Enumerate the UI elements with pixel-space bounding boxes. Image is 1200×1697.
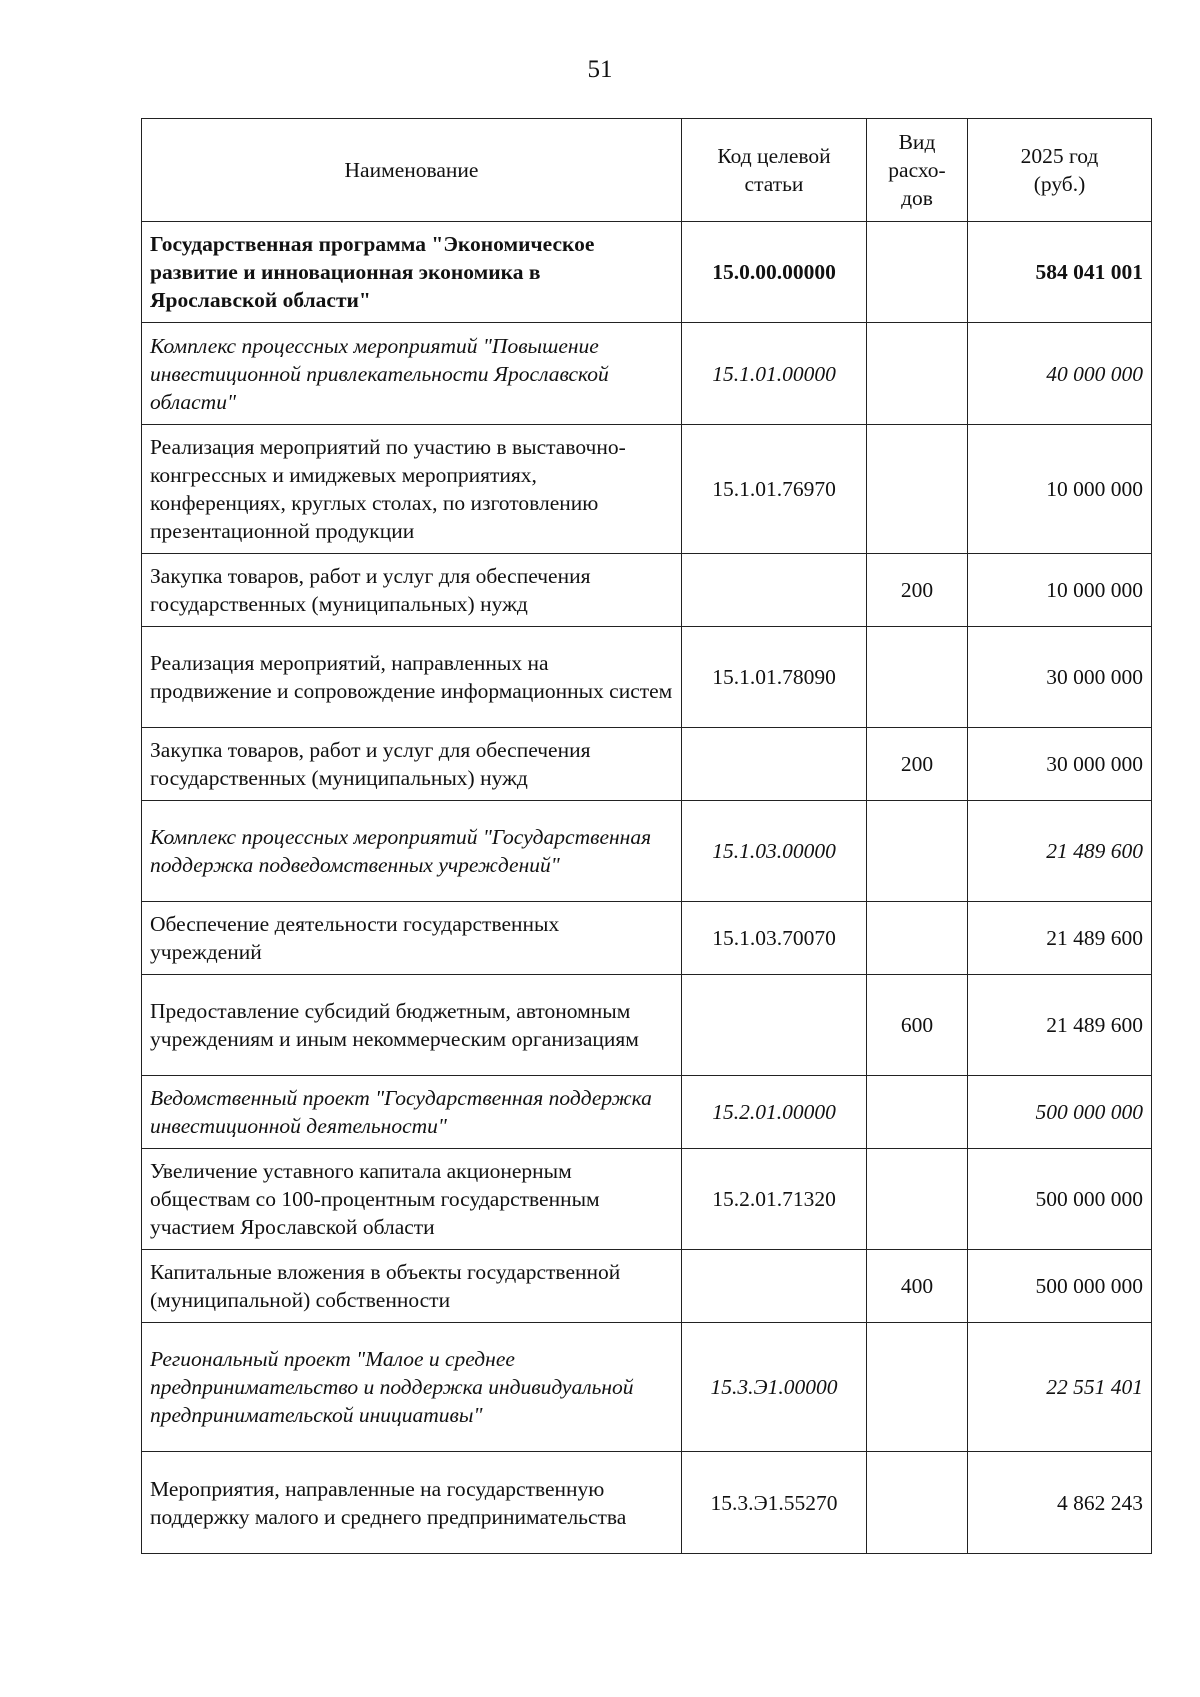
cell-amount: 500 000 000 bbox=[968, 1076, 1152, 1149]
table-row bbox=[142, 801, 1152, 902]
cell-type bbox=[867, 1076, 968, 1149]
cell-type: 400 bbox=[867, 1250, 968, 1323]
cell-name: Закупка товаров, работ и услуг для обеспечения государственных (муниципальных) нужд bbox=[142, 554, 682, 627]
header-name: Наименование bbox=[142, 119, 682, 222]
cell-type bbox=[867, 1323, 968, 1452]
cell-name: Реализация мероприятий по участию в выставочно-конгрессных и имиджевых мероприятиях, конференциях, круглых столах, по изготовлению презентационной продукции bbox=[142, 425, 682, 554]
header-code bbox=[682, 119, 867, 222]
cell-amount: 500 000 000 bbox=[968, 1250, 1152, 1323]
cell-amount: 21 489 600 bbox=[968, 975, 1152, 1076]
cell-amount: 10 000 000 bbox=[968, 554, 1152, 627]
cell-name: Реализация мероприятий, направленных на продвижение и сопровождение информационных систем bbox=[142, 627, 682, 728]
cell-type bbox=[867, 902, 968, 975]
header-type-label: Вид расхо-дов bbox=[888, 130, 946, 210]
cell-type bbox=[867, 627, 968, 728]
table-row bbox=[142, 222, 1152, 323]
cell-name: Региональный проект "Малое и среднее предпринимательство и поддержка индивидуальной предпринимательской инициативы" bbox=[142, 1323, 682, 1452]
cell-code: 15.0.00.00000 bbox=[682, 222, 867, 323]
cell-code bbox=[682, 1250, 867, 1323]
cell-name: Государственная программа "Экономическое развитие и инновационная экономика в Ярославской области" bbox=[142, 222, 682, 323]
cell-type bbox=[867, 1452, 968, 1554]
cell-amount: 10 000 000 bbox=[968, 425, 1152, 554]
cell-type bbox=[867, 222, 968, 323]
table-row bbox=[142, 425, 1152, 554]
cell-name: Предоставление субсидий бюджетным, автономным учреждениям и иным некоммерческим организациям bbox=[142, 975, 682, 1076]
table-row bbox=[142, 1452, 1152, 1554]
cell-amount: 30 000 000 bbox=[968, 728, 1152, 801]
cell-type bbox=[867, 323, 968, 425]
cell-amount: 30 000 000 bbox=[968, 627, 1152, 728]
cell-name: Увеличение уставного капитала акционерным обществам со 100-процентным государственным участием Ярославской области bbox=[142, 1149, 682, 1250]
table-row bbox=[142, 728, 1152, 801]
cell-code: 15.1.01.76970 bbox=[682, 425, 867, 554]
cell-type bbox=[867, 1149, 968, 1250]
cell-amount: 40 000 000 bbox=[968, 323, 1152, 425]
cell-name: Мероприятия, направленные на государственную поддержку малого и среднего предпринимательства bbox=[142, 1452, 682, 1554]
table-row bbox=[142, 323, 1152, 425]
header-type bbox=[867, 119, 968, 222]
cell-name: Капитальные вложения в объекты государственной (муниципальной) собственности bbox=[142, 1250, 682, 1323]
cell-amount: 21 489 600 bbox=[968, 801, 1152, 902]
table-row bbox=[142, 554, 1152, 627]
table-header-row bbox=[142, 119, 1152, 222]
cell-name: Ведомственный проект "Государственная поддержка инвестиционной деятельности" bbox=[142, 1076, 682, 1149]
cell-amount: 4 862 243 bbox=[968, 1452, 1152, 1554]
header-code-label: Код целевой статьи bbox=[717, 144, 831, 196]
table-row bbox=[142, 1250, 1152, 1323]
cell-code: 15.3.Э1.55270 bbox=[682, 1452, 867, 1554]
cell-code: 15.1.03.00000 bbox=[682, 801, 867, 902]
cell-amount: 21 489 600 bbox=[968, 902, 1152, 975]
budget-table bbox=[141, 118, 1152, 1554]
cell-code: 15.1.03.70070 bbox=[682, 902, 867, 975]
cell-type: 200 bbox=[867, 728, 968, 801]
cell-amount: 500 000 000 bbox=[968, 1149, 1152, 1250]
table-body bbox=[142, 222, 1152, 1554]
header-amount bbox=[968, 119, 1152, 222]
table-row bbox=[142, 627, 1152, 728]
table-row bbox=[142, 1076, 1152, 1149]
table-row bbox=[142, 902, 1152, 975]
cell-name: Закупка товаров, работ и услуг для обеспечения государственных (муниципальных) нужд bbox=[142, 728, 682, 801]
cell-name: Комплекс процессных мероприятий "Повышение инвестиционной привлекательности Ярославской области" bbox=[142, 323, 682, 425]
cell-type: 200 bbox=[867, 554, 968, 627]
cell-code: 15.1.01.78090 bbox=[682, 627, 867, 728]
cell-name: Обеспечение деятельности государственных учреждений bbox=[142, 902, 682, 975]
header-amount-unit: (руб.) bbox=[1033, 172, 1086, 196]
cell-amount: 584 041 001 bbox=[968, 222, 1152, 323]
cell-code bbox=[682, 975, 867, 1076]
cell-code bbox=[682, 728, 867, 801]
cell-amount: 22 551 401 bbox=[968, 1323, 1152, 1452]
table-row bbox=[142, 975, 1152, 1076]
table-row bbox=[142, 1149, 1152, 1250]
header-amount-year: 2025 год bbox=[1020, 144, 1099, 168]
cell-code bbox=[682, 554, 867, 627]
cell-code: 15.2.01.71320 bbox=[682, 1149, 867, 1250]
cell-code: 15.2.01.00000 bbox=[682, 1076, 867, 1149]
cell-type bbox=[867, 801, 968, 902]
cell-type bbox=[867, 425, 968, 554]
cell-code: 15.3.Э1.00000 bbox=[682, 1323, 867, 1452]
cell-type: 600 bbox=[867, 975, 968, 1076]
table-row bbox=[142, 1323, 1152, 1452]
page-number: 51 bbox=[587, 56, 613, 83]
cell-name: Комплекс процессных мероприятий "Государственная поддержка подведомственных учреждений" bbox=[142, 801, 682, 902]
cell-code: 15.1.01.00000 bbox=[682, 323, 867, 425]
